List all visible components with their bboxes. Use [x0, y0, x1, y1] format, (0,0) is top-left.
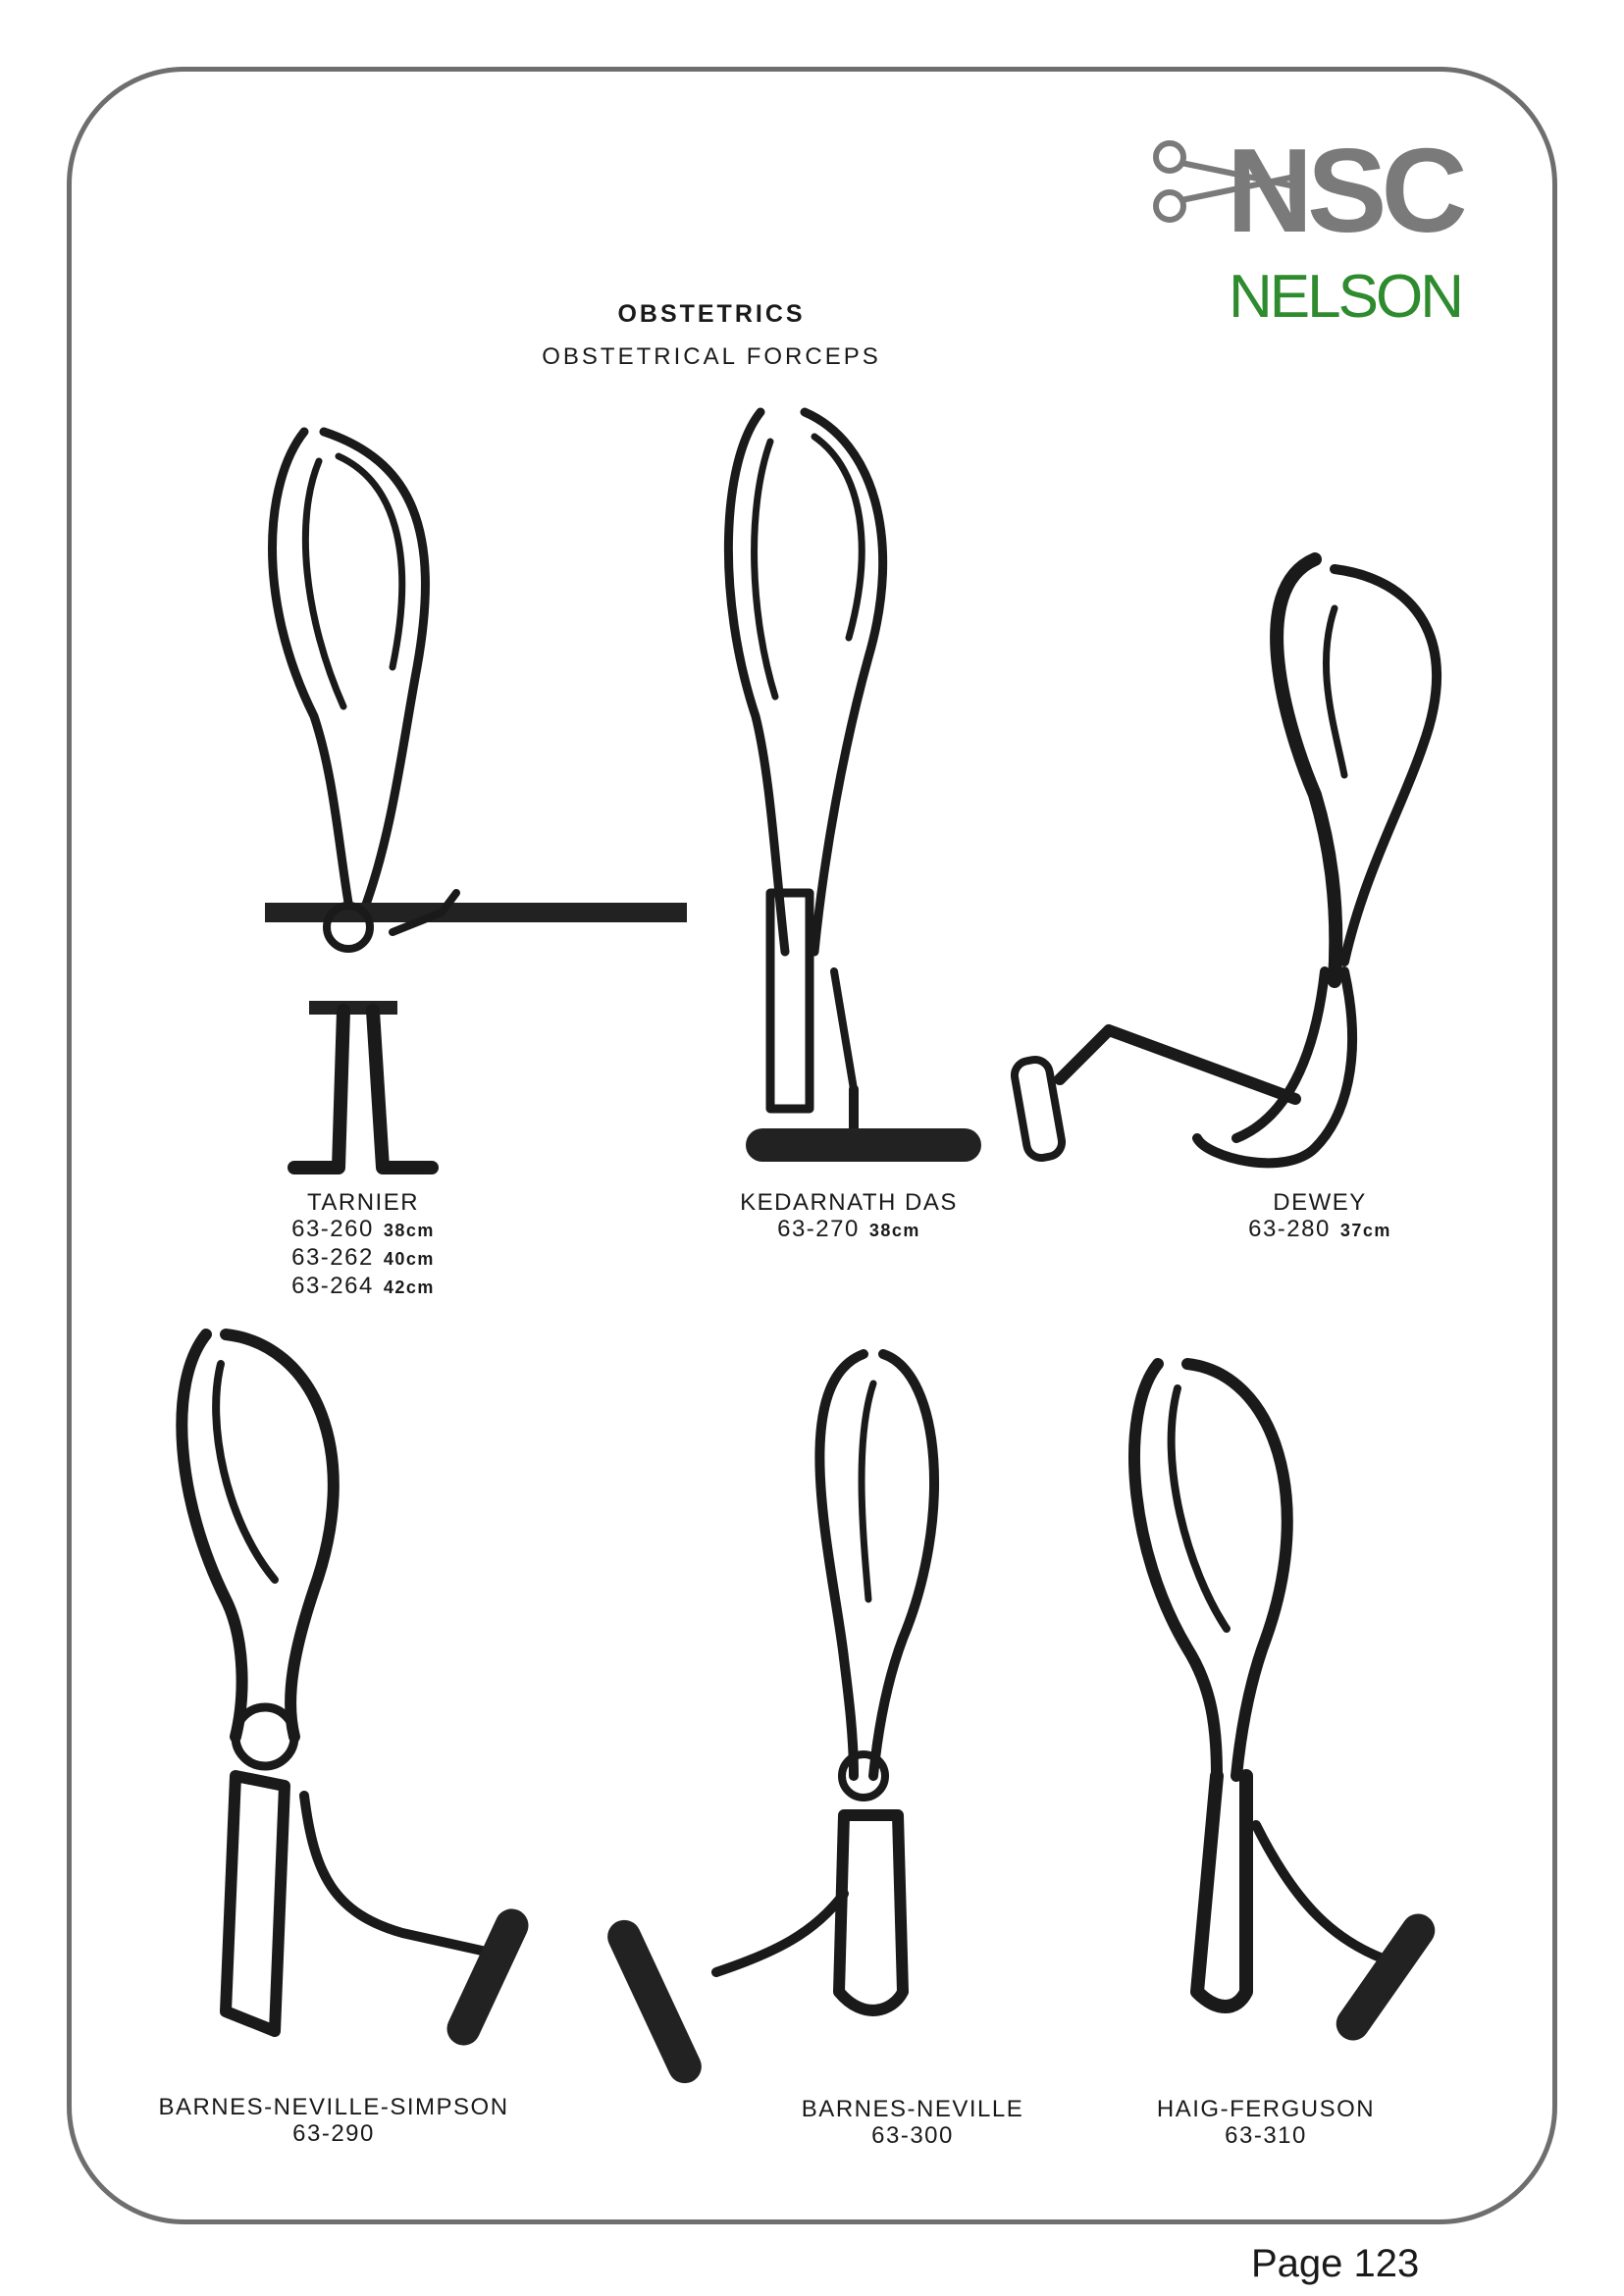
caption-tarnier: [265, 1189, 461, 1301]
dewey-forceps-illustration: [991, 549, 1482, 1177]
product-code: 63-270: [777, 1216, 860, 1242]
product-code-row: [265, 1216, 461, 1244]
caption-barnes-neville: [785, 2096, 1040, 2149]
product-name: TARNIER: [306, 1189, 420, 1216]
product-code-row: [265, 1273, 461, 1301]
product-code-row: [265, 1244, 461, 1273]
logo-mark: NSC: [1227, 124, 1462, 257]
section-heading: OBSTETRICS: [617, 300, 806, 328]
logo-word: NELSON: [1229, 263, 1461, 331]
product-code: 63-290: [292, 2120, 375, 2147]
caption-haig-ferguson: [1143, 2096, 1388, 2149]
product-code-row: [1222, 1216, 1418, 1244]
product-code-row: [1143, 2122, 1388, 2149]
product-code-row: [785, 2122, 1040, 2149]
product-size: 42cm: [383, 1278, 435, 1297]
product-size: 38cm: [868, 1221, 920, 1240]
product-name: KEDARNATH DAS: [740, 1189, 958, 1216]
product-name: HAIG-FERGUSON: [1156, 2096, 1376, 2122]
product-code: 63-260: [291, 1216, 374, 1242]
section-subheading: OBSTETRICAL FORCEPS: [542, 343, 881, 370]
kedarnath-das-forceps-illustration: [707, 402, 1001, 1177]
product-name: BARNES-NEVILLE: [801, 2096, 1024, 2122]
product-code-row: [147, 2120, 520, 2147]
product-code: 63-280: [1248, 1216, 1331, 1242]
caption-barnes-neville-simpson: [147, 2094, 520, 2147]
product-code: 63-262: [291, 1244, 374, 1271]
product-name: DEWEY: [1273, 1189, 1367, 1216]
caption-kedarnath-das: [716, 1189, 981, 1244]
page-number: Page 123: [1251, 2242, 1420, 2285]
haig-ferguson-forceps-illustration: [1119, 1354, 1511, 2100]
product-name: BARNES-NEVILLE-SIMPSON: [158, 2094, 509, 2120]
product-code-row: [716, 1216, 981, 1244]
product-size: 40cm: [383, 1249, 435, 1269]
product-size: 38cm: [383, 1221, 435, 1240]
product-code: 63-264: [291, 1273, 374, 1299]
barnes-neville-forceps-illustration: [618, 1344, 1040, 2110]
product-code: 63-300: [871, 2122, 954, 2149]
caption-dewey: [1222, 1189, 1418, 1244]
product-size: 37cm: [1339, 1221, 1391, 1240]
barnes-neville-simpson-forceps-illustration: [167, 1325, 618, 2090]
product-code: 63-310: [1225, 2122, 1307, 2149]
tarnier-forceps-illustration: [245, 422, 687, 1177]
nelson-logo: [1148, 116, 1482, 332]
